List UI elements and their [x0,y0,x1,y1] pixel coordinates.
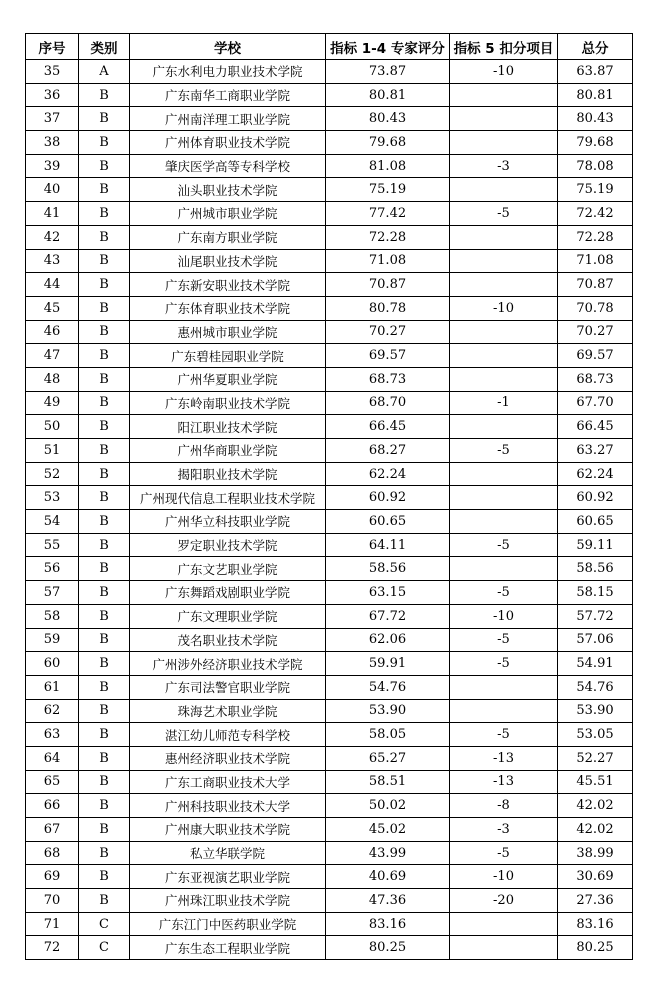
cell-deduction: -20 [450,889,558,913]
cell-expert-score: 60.65 [326,510,450,534]
table-row [26,818,633,842]
table-row [26,723,633,747]
cell-expert-score: 70.27 [326,320,450,344]
cell-total: 59.11 [558,533,633,557]
cell-expert-score: 60.92 [326,486,450,510]
cell-total: 60.65 [558,510,633,534]
cell-expert-score: 77.42 [326,202,450,226]
cell-school: 广州体育职业技术学院 [130,131,326,155]
cell-expert-score: 70.87 [326,273,450,297]
cell-school: 茂名职业技术学院 [130,628,326,652]
cell-total: 78.08 [558,154,633,178]
table-row [26,178,633,202]
cell-school: 汕尾职业技术学院 [130,249,326,273]
cell-seq: 50 [26,415,79,439]
cell-total: 70.78 [558,296,633,320]
cell-deduction: -1 [450,391,558,415]
cell-category: B [79,510,130,534]
cell-total: 60.92 [558,486,633,510]
cell-expert-score: 69.57 [326,344,450,368]
cell-category: C [79,912,130,936]
cell-deduction [450,557,558,581]
cell-deduction: -13 [450,770,558,794]
cell-seq: 67 [26,818,79,842]
cell-total: 54.76 [558,675,633,699]
cell-total: 27.36 [558,889,633,913]
cell-total: 75.19 [558,178,633,202]
table-row [26,746,633,770]
cell-expert-score: 68.27 [326,439,450,463]
cell-school: 广东碧桂园职业学院 [130,344,326,368]
cell-seq: 55 [26,533,79,557]
table-row [26,865,633,889]
cell-total: 53.05 [558,723,633,747]
cell-seq: 41 [26,202,79,226]
cell-category: B [79,699,130,723]
cell-deduction: -5 [450,439,558,463]
cell-seq: 58 [26,604,79,628]
cell-category: B [79,652,130,676]
cell-school: 广东南方职业学院 [130,225,326,249]
table-row [26,889,633,913]
cell-category: A [79,60,130,84]
cell-expert-score: 43.99 [326,841,450,865]
cell-school: 广东工商职业技术大学 [130,770,326,794]
cell-total: 42.02 [558,794,633,818]
cell-deduction: -5 [450,533,558,557]
cell-expert-score: 71.08 [326,249,450,273]
cell-category: B [79,178,130,202]
table-row [26,344,633,368]
table-row [26,131,633,155]
cell-deduction [450,107,558,131]
cell-school: 广州科技职业技术大学 [130,794,326,818]
cell-total: 72.42 [558,202,633,226]
cell-deduction: -5 [450,652,558,676]
cell-seq: 53 [26,486,79,510]
cell-seq: 52 [26,462,79,486]
cell-expert-score: 50.02 [326,794,450,818]
cell-seq: 42 [26,225,79,249]
cell-category: B [79,462,130,486]
cell-seq: 47 [26,344,79,368]
table-row [26,367,633,391]
cell-expert-score: 68.70 [326,391,450,415]
cell-expert-score: 62.06 [326,628,450,652]
cell-expert-score: 72.28 [326,225,450,249]
cell-school: 广东体育职业技术学院 [130,296,326,320]
cell-deduction [450,912,558,936]
cell-deduction [450,131,558,155]
cell-school: 湛江幼儿师范专科学校 [130,723,326,747]
table-row [26,415,633,439]
cell-expert-score: 81.08 [326,154,450,178]
cell-total: 72.28 [558,225,633,249]
table-row [26,273,633,297]
cell-seq: 45 [26,296,79,320]
cell-seq: 43 [26,249,79,273]
cell-deduction [450,178,558,202]
cell-category: B [79,131,130,155]
table-row [26,225,633,249]
cell-school: 广东舞蹈戏剧职业学院 [130,581,326,605]
cell-category: B [79,723,130,747]
cell-expert-score: 73.87 [326,60,450,84]
table-row [26,841,633,865]
cell-deduction [450,486,558,510]
cell-total: 62.24 [558,462,633,486]
cell-expert-score: 79.68 [326,131,450,155]
cell-school: 广州珠江职业技术学院 [130,889,326,913]
cell-seq: 68 [26,841,79,865]
cell-category: B [79,202,130,226]
cell-category: B [79,533,130,557]
cell-school: 肇庆医学高等专科学校 [130,154,326,178]
cell-expert-score: 53.90 [326,699,450,723]
cell-deduction: -5 [450,723,558,747]
cell-seq: 36 [26,83,79,107]
cell-seq: 38 [26,131,79,155]
table-row [26,557,633,581]
cell-deduction: -10 [450,865,558,889]
cell-seq: 54 [26,510,79,534]
table-row [26,699,633,723]
table-row [26,202,633,226]
table-body [26,60,633,960]
cell-category: B [79,557,130,581]
table-row [26,486,633,510]
cell-deduction [450,462,558,486]
header-seq: 序号 [26,34,79,60]
cell-total: 30.69 [558,865,633,889]
cell-total: 52.27 [558,746,633,770]
cell-category: B [79,604,130,628]
cell-expert-score: 64.11 [326,533,450,557]
cell-category: B [79,367,130,391]
cell-seq: 65 [26,770,79,794]
cell-category: B [79,439,130,463]
cell-total: 42.02 [558,818,633,842]
cell-expert-score: 62.24 [326,462,450,486]
cell-seq: 35 [26,60,79,84]
cell-category: B [79,486,130,510]
cell-expert-score: 58.51 [326,770,450,794]
cell-total: 63.27 [558,439,633,463]
cell-school: 广州现代信息工程职业技术学院 [130,486,326,510]
cell-total: 58.56 [558,557,633,581]
cell-total: 54.91 [558,652,633,676]
cell-total: 71.08 [558,249,633,273]
cell-total: 70.87 [558,273,633,297]
cell-school: 汕头职业技术学院 [130,178,326,202]
cell-seq: 63 [26,723,79,747]
table-row [26,770,633,794]
cell-seq: 44 [26,273,79,297]
cell-school: 广州华商职业学院 [130,439,326,463]
cell-school: 广东亚视演艺职业学院 [130,865,326,889]
cell-category: B [79,391,130,415]
cell-school: 广州康大职业技术学院 [130,818,326,842]
cell-seq: 51 [26,439,79,463]
cell-category: B [79,249,130,273]
cell-seq: 69 [26,865,79,889]
cell-school: 广东文艺职业学院 [130,557,326,581]
cell-category: B [79,415,130,439]
cell-category: B [79,273,130,297]
cell-deduction [450,83,558,107]
cell-school: 广州涉外经济职业技术学院 [130,652,326,676]
cell-deduction [450,415,558,439]
table-row [26,604,633,628]
cell-school: 私立华联学院 [130,841,326,865]
table-row [26,83,633,107]
cell-total: 80.43 [558,107,633,131]
cell-category: B [79,154,130,178]
cell-deduction: -13 [450,746,558,770]
cell-seq: 46 [26,320,79,344]
table-row [26,652,633,676]
table-row [26,675,633,699]
cell-expert-score: 80.43 [326,107,450,131]
table-row [26,154,633,178]
cell-deduction [450,367,558,391]
cell-category: B [79,581,130,605]
cell-school: 广州华立科技职业学院 [130,510,326,534]
cell-expert-score: 80.81 [326,83,450,107]
cell-expert-score: 40.69 [326,865,450,889]
cell-school: 广东江门中医药职业学院 [130,912,326,936]
cell-expert-score: 75.19 [326,178,450,202]
cell-total: 67.70 [558,391,633,415]
cell-school: 惠州城市职业学院 [130,320,326,344]
cell-total: 80.25 [558,936,633,960]
table-row [26,391,633,415]
header-category: 类别 [79,34,130,60]
cell-total: 69.57 [558,344,633,368]
table-row [26,107,633,131]
cell-seq: 72 [26,936,79,960]
cell-school: 广东生态工程职业学院 [130,936,326,960]
cell-seq: 57 [26,581,79,605]
table-row [26,912,633,936]
cell-school: 揭阳职业技术学院 [130,462,326,486]
cell-seq: 60 [26,652,79,676]
cell-expert-score: 58.05 [326,723,450,747]
cell-deduction: -5 [450,841,558,865]
cell-category: B [79,107,130,131]
cell-category: B [79,225,130,249]
cell-deduction: -10 [450,604,558,628]
cell-seq: 61 [26,675,79,699]
cell-category: B [79,320,130,344]
cell-expert-score: 54.76 [326,675,450,699]
cell-school: 广州南洋理工职业学院 [130,107,326,131]
cell-seq: 64 [26,746,79,770]
cell-total: 80.81 [558,83,633,107]
table-row [26,320,633,344]
cell-total: 83.16 [558,912,633,936]
cell-category: B [79,83,130,107]
cell-total: 57.72 [558,604,633,628]
cell-category: B [79,818,130,842]
cell-deduction [450,320,558,344]
table-row [26,794,633,818]
cell-school: 罗定职业技术学院 [130,533,326,557]
cell-total: 63.87 [558,60,633,84]
cell-seq: 71 [26,912,79,936]
cell-category: B [79,865,130,889]
cell-expert-score: 68.73 [326,367,450,391]
cell-expert-score: 83.16 [326,912,450,936]
header-deduction: 指标 5 扣分项目 [450,34,558,60]
cell-deduction [450,675,558,699]
cell-category: B [79,770,130,794]
cell-deduction: -8 [450,794,558,818]
cell-deduction [450,249,558,273]
cell-total: 66.45 [558,415,633,439]
cell-total: 45.51 [558,770,633,794]
header-school: 学校 [130,34,326,60]
cell-deduction: -10 [450,296,558,320]
header-total: 总分 [558,34,633,60]
cell-expert-score: 80.78 [326,296,450,320]
table-header-row [26,34,633,60]
cell-expert-score: 59.91 [326,652,450,676]
header-expert-score: 指标 1-4 专家评分 [326,34,450,60]
cell-seq: 40 [26,178,79,202]
cell-school: 广州城市职业学院 [130,202,326,226]
table-row [26,581,633,605]
cell-deduction [450,344,558,368]
cell-deduction [450,510,558,534]
table-row [26,439,633,463]
table-row [26,936,633,960]
cell-seq: 37 [26,107,79,131]
cell-deduction: -3 [450,818,558,842]
cell-expert-score: 47.36 [326,889,450,913]
cell-school: 阳江职业技术学院 [130,415,326,439]
score-table [25,33,633,960]
cell-school: 广东司法警官职业学院 [130,675,326,699]
cell-total: 68.73 [558,367,633,391]
cell-deduction: -5 [450,202,558,226]
cell-school: 广东水利电力职业技术学院 [130,60,326,84]
cell-expert-score: 67.72 [326,604,450,628]
cell-category: C [79,936,130,960]
cell-seq: 70 [26,889,79,913]
cell-seq: 39 [26,154,79,178]
cell-category: B [79,841,130,865]
cell-total: 57.06 [558,628,633,652]
table-row [26,533,633,557]
table-row [26,510,633,534]
cell-school: 广东岭南职业技术学院 [130,391,326,415]
cell-category: B [79,675,130,699]
cell-total: 53.90 [558,699,633,723]
cell-expert-score: 65.27 [326,746,450,770]
cell-expert-score: 80.25 [326,936,450,960]
cell-expert-score: 58.56 [326,557,450,581]
cell-deduction: -10 [450,60,558,84]
cell-expert-score: 63.15 [326,581,450,605]
cell-deduction [450,936,558,960]
table-row [26,462,633,486]
cell-school: 广州华夏职业学院 [130,367,326,391]
cell-category: B [79,628,130,652]
cell-deduction: -3 [450,154,558,178]
table-row [26,628,633,652]
cell-school: 惠州经济职业技术学院 [130,746,326,770]
cell-deduction: -5 [450,581,558,605]
cell-expert-score: 45.02 [326,818,450,842]
cell-deduction [450,699,558,723]
cell-seq: 62 [26,699,79,723]
cell-seq: 59 [26,628,79,652]
cell-total: 58.15 [558,581,633,605]
cell-category: B [79,296,130,320]
cell-seq: 66 [26,794,79,818]
cell-school: 广东南华工商职业学院 [130,83,326,107]
cell-school: 珠海艺术职业学院 [130,699,326,723]
cell-category: B [79,794,130,818]
cell-category: B [79,889,130,913]
cell-seq: 56 [26,557,79,581]
table-row [26,249,633,273]
cell-school: 广东文理职业学院 [130,604,326,628]
cell-category: B [79,746,130,770]
cell-expert-score: 66.45 [326,415,450,439]
table-row [26,296,633,320]
table-row [26,60,633,84]
cell-seq: 49 [26,391,79,415]
cell-total: 38.99 [558,841,633,865]
cell-total: 70.27 [558,320,633,344]
cell-category: B [79,344,130,368]
cell-seq: 48 [26,367,79,391]
cell-school: 广东新安职业技术学院 [130,273,326,297]
cell-deduction [450,273,558,297]
cell-deduction: -5 [450,628,558,652]
cell-total: 79.68 [558,131,633,155]
cell-deduction [450,225,558,249]
